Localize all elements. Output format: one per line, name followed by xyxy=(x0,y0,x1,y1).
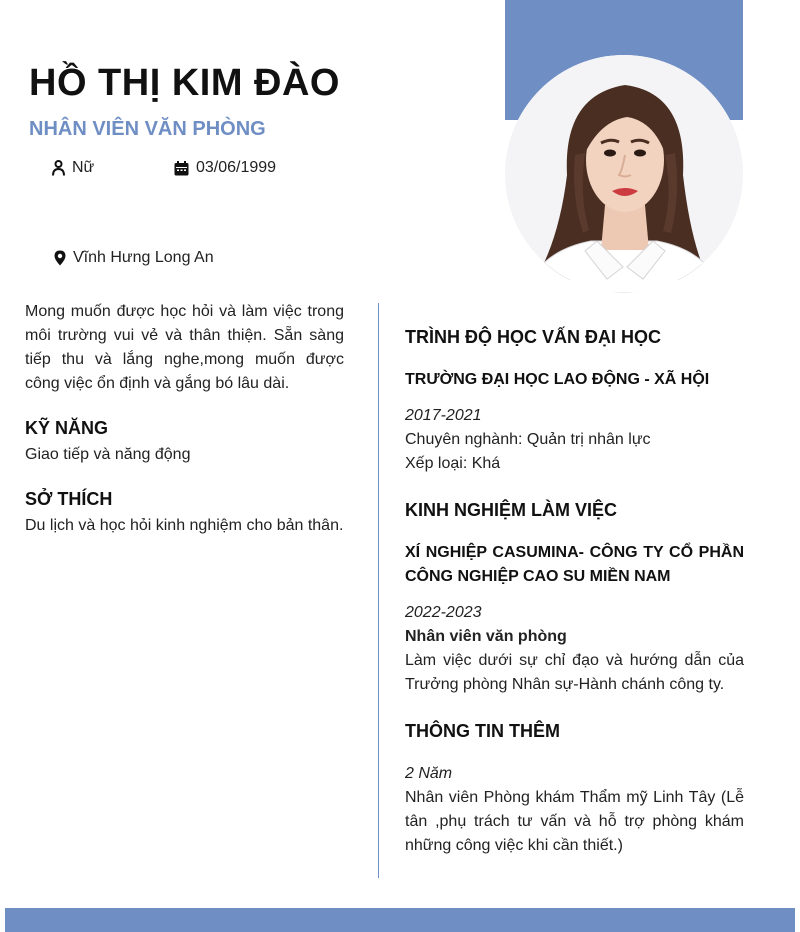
address-value: Vĩnh Hưng Long An xyxy=(73,249,214,266)
calendar-icon xyxy=(174,161,189,176)
location-pin-icon xyxy=(54,250,66,266)
skills-text: Giao tiếp và năng động xyxy=(25,446,191,463)
career-objective: Mong muốn được học hỏi và làm việc trong môi trường vui vẻ và thân thiện. Sẵn sàng tiếp thu và lắng nghe,mong muốn được công việc ổn định và gắng bó lâu dài. xyxy=(25,303,344,392)
education-period: 2017-2021 xyxy=(405,407,482,424)
hobbies-text: Du lịch và học hỏi kinh nghiệm cho bản thân. xyxy=(25,517,344,534)
column-divider xyxy=(378,303,379,878)
education-major: Chuyên nghành: Quản trị nhân lực xyxy=(405,431,651,448)
birthdate-field xyxy=(174,159,276,177)
job-title: NHÂN VIÊN VĂN PHÒNG xyxy=(29,118,266,140)
extra-info-heading: THÔNG TIN THÊM xyxy=(405,721,560,741)
skills-heading: KỸ NĂNG xyxy=(25,418,109,438)
extra-info-description: Nhân viên Phòng khám Thẩm mỹ Linh Tây (Lễ tân ,phụ trách tư vấn và hỗ trợ phòng khám những công việc khi cần thiết.) xyxy=(405,789,744,854)
education-heading: TRÌNH ĐỘ HỌC VẤN ĐẠI HỌC xyxy=(405,327,661,347)
address-field xyxy=(54,249,214,267)
profile-photo xyxy=(505,55,743,293)
person-name: HỒ THỊ KIM ĐÀO xyxy=(29,62,340,104)
footer-bar xyxy=(5,908,795,932)
extra-info-period: 2 Năm xyxy=(405,765,453,782)
person-icon xyxy=(52,160,65,176)
education-grade: Xếp loại: Khá xyxy=(405,455,501,472)
left-column xyxy=(25,300,344,538)
hobbies-heading: SỞ THÍCH xyxy=(25,489,113,509)
company-name: XÍ NGHIỆP CASUMINA- CÔNG TY CỔ PHẦN CÔNG NGHIỆP CAO SU MIỀN NAM xyxy=(405,544,744,585)
gender-field xyxy=(52,159,94,177)
experience-period: 2022-2023 xyxy=(405,604,482,621)
experience-position: Nhân viên văn phòng xyxy=(405,628,567,645)
experience-heading: KINH NGHIỆM LÀM VIỆC xyxy=(405,500,618,520)
gender-value: Nữ xyxy=(72,159,95,176)
birthdate-value: 03/06/1999 xyxy=(196,159,277,176)
experience-description: Làm việc dưới sự chỉ đạo và hướng dẫn của Trưởng phòng Nhân sự-Hành chánh công ty. xyxy=(405,652,744,693)
school-name: TRƯỜNG ĐẠI HỌC LAO ĐỘNG - XÃ HỘI xyxy=(405,371,710,388)
